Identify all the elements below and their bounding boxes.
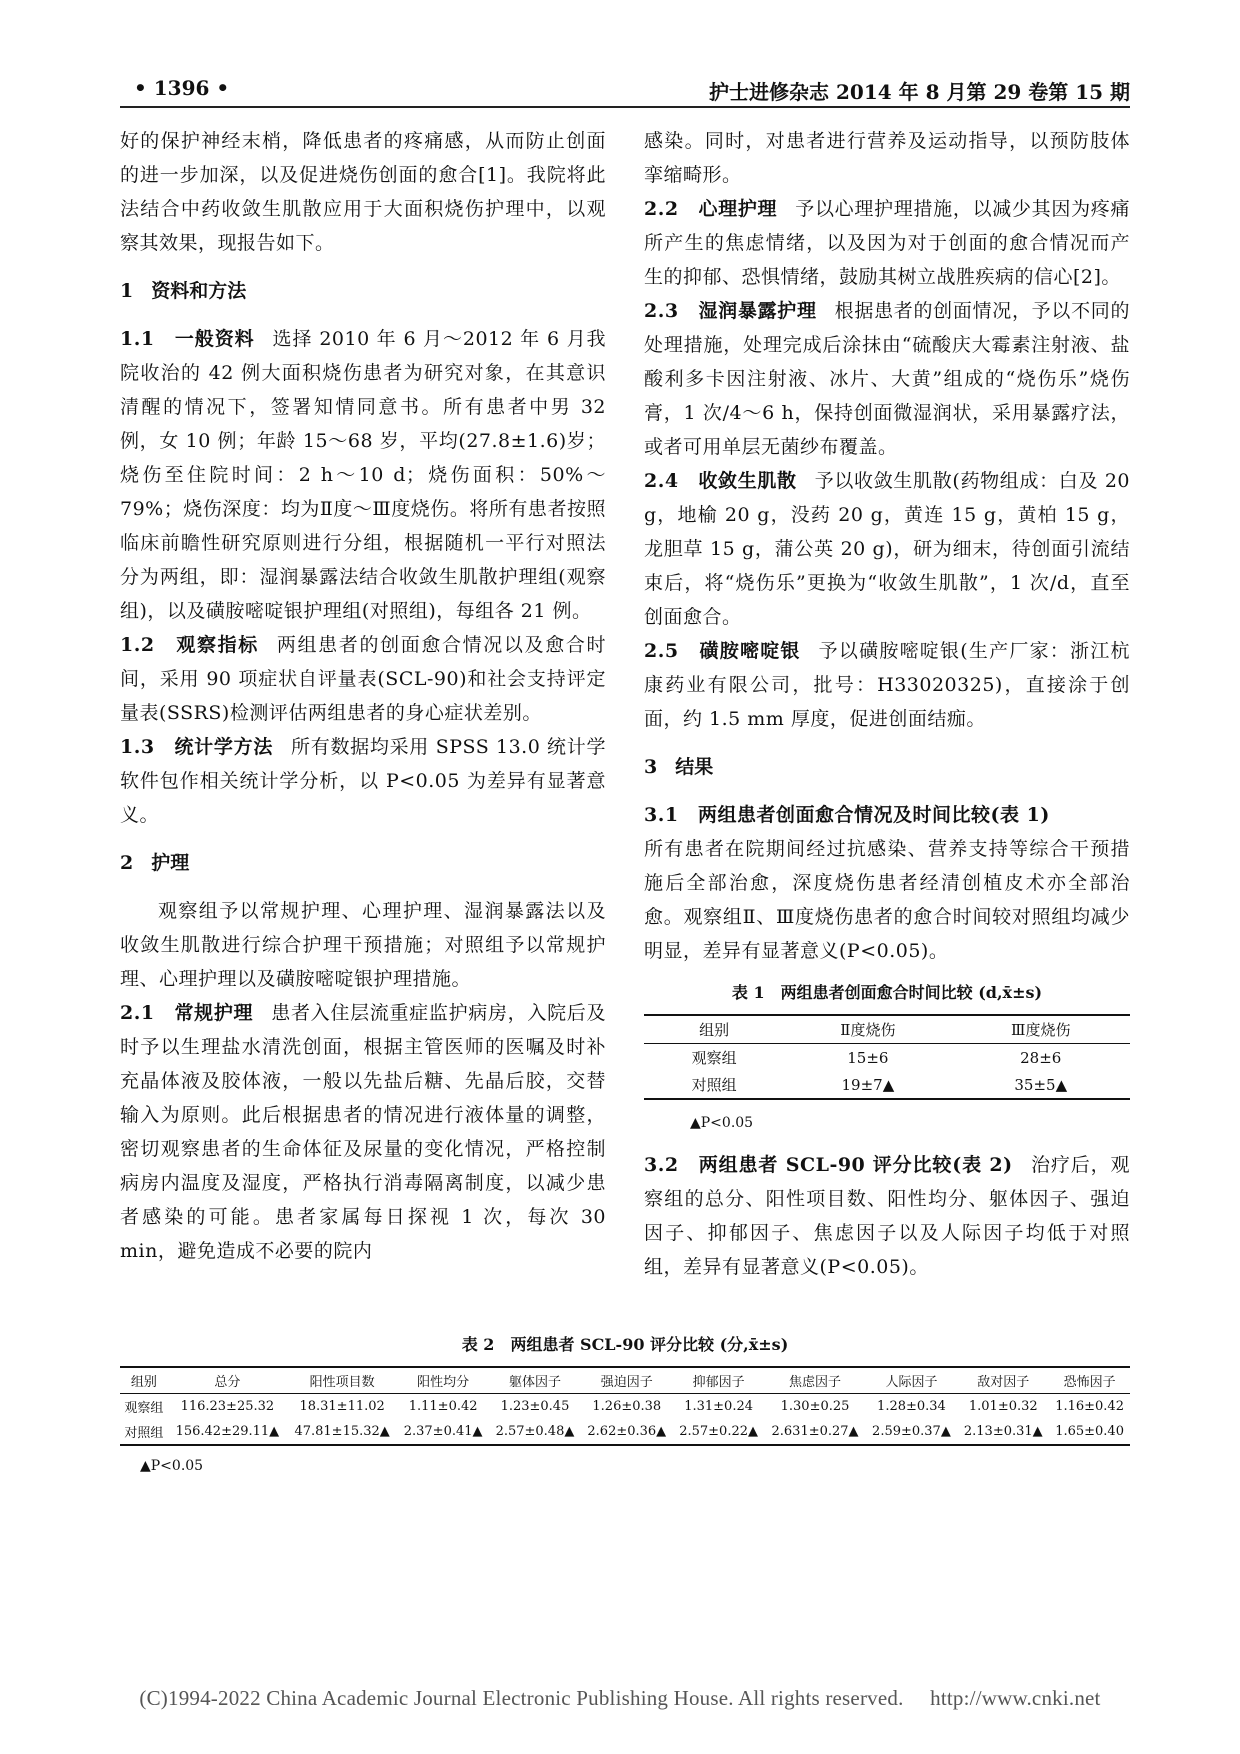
table-header-row [644, 1015, 1130, 1044]
paragraph-2-3 [644, 294, 1130, 464]
table-header-cell: 组别 [130, 1375, 157, 1390]
table-cell: 2.13±0.31▲ [963, 1424, 1043, 1439]
subsection-heading: 2.2 心理护理 [644, 198, 778, 220]
paragraph-continuation: 感染。同时，对患者进行营养及运动指导，以预防肢体挛缩畸形。 [644, 130, 1130, 186]
left-column [120, 124, 606, 1268]
table-cell: 1.65±0.40 [1055, 1424, 1124, 1439]
table-header-cell: 抑郁因子 [692, 1375, 745, 1390]
journal-title: 护士进修杂志 2014 年 8 月第 29 卷第 15 期 [709, 80, 1130, 104]
table-header-cell: 焦虑因子 [789, 1375, 842, 1390]
subsection-heading: 1.2 观察指标 [120, 634, 259, 656]
subsection-heading: 2.1 常规护理 [120, 1002, 254, 1024]
table-header-cell: 躯体因子 [508, 1375, 561, 1390]
table-row [120, 1394, 1130, 1420]
section-number: 2 [120, 852, 134, 874]
table-cell: 19±7▲ [841, 1075, 895, 1094]
paragraph-2-4 [644, 464, 1130, 634]
table-cell: 1.30±0.25 [780, 1399, 850, 1414]
table-cell: 对照组 [124, 1426, 164, 1441]
table-cell: 1.16±0.42 [1055, 1399, 1124, 1414]
table-cell: 1.31±0.24 [684, 1399, 754, 1414]
subsection-heading: 2.3 湿润暴露护理 [644, 300, 817, 322]
intro-paragraph: 好的保护神经末梢，降低患者的疼痛感，从而防止创面的进一步加深，以及促进烧伤创面的愈合[1]。我院将此法结合中药收敛生肌散应用于大面积烧伤护理中，以观察其效果，现报告如下。 [120, 130, 606, 254]
section-title: 结果 [675, 756, 714, 778]
table-header-cell: 恐怖因子 [1063, 1375, 1116, 1390]
table-header-cell: Ⅱ度烧伤 [840, 1021, 896, 1039]
table-cell: 15±6 [847, 1048, 889, 1067]
table-cell: 2.37±0.41▲ [403, 1424, 483, 1439]
paragraph-3-1: 所有患者在院期间经过抗感染、营养支持等综合干预措施后全部治愈，深度烧伤患者经清创植皮术亦全部治愈。观察组Ⅱ、Ⅲ度烧伤患者的愈合时间较对照组均减少明显，差异有显著意义(P<0.05)。 [644, 838, 1130, 962]
table-header-cell: 总分 [214, 1375, 241, 1390]
table-2-caption: 表 2 两组患者 SCL-90 评分比较 (分,x̄±s) [461, 1335, 789, 1354]
paragraph-text: 患者入住层流重症监护病房，入院后及时予以生理盐水清洗创面，根据主管医师的医嘱及时补充晶体液及胶体液，一般以先盐后糖、先晶后胶，交替输入为原则。此后根据患者的情况进行液体量的调整，密切观察患者的生命体征及尿量的变化情况，严格控制病房内温度及湿度，严格执行消毒隔离制度，以减少患者感染的可能。患者家属每日探视 1 次，每次 30 min，避免造成不必要的院内 [120, 1002, 606, 1262]
table-2 [120, 1366, 1130, 1446]
subsection-heading: 2.4 收敛生肌散 [644, 470, 797, 492]
copyright-footer: (C)1994-2022 China Academic Journal Electronic Publishing House. All rights reserved. http://www.cnki.net [139, 1686, 1101, 1710]
table-cell: 2.57±0.48▲ [495, 1424, 575, 1439]
paragraph-2-5 [644, 634, 1130, 736]
paragraph-text: 两组患者的创面愈合情况以及愈合时间，采用 90 项症状自评量表(SCL-90)和社会支持评定量表(SSRS)检测评估两组患者的身心症状差别。 [120, 634, 606, 724]
page-number: • 1396 • [134, 76, 230, 100]
subsection-heading: 2.5 磺胺嘧啶银 [644, 640, 801, 662]
table-cell: 对照组 [691, 1076, 737, 1094]
table-1-caption: 表 1 两组患者创面愈合时间比较 (d,x̄±s) [731, 983, 1043, 1002]
table-row [120, 1419, 1130, 1445]
table-2-note: ▲P<0.05 [140, 1458, 204, 1474]
table-2-block [120, 1320, 1130, 1474]
paragraph-text: 选择 2010 年 6 月～2012 年 6 月我院收治的 42 例大面积烧伤患者为研究对象，在其意识清醒的情况下，签署知情同意书。所有患者中男 32 例，女 10 例；年龄 15～68 岁，平均(27.8±1.6)岁；烧伤至住院时间：2 h～10 d；烧伤面积：50%～79%；烧伤深度：均为Ⅱ度～Ⅲ度烧伤。将所有患者按照临床前瞻性研究原则进行分组，根据随机一平行对照法分为两组，即：湿润暴露法结合收敛生肌散护理组(观察组)，以及磺胺嘧啶银护理组(对照组)，每组各 21 例。 [120, 328, 606, 622]
subsection-heading: 1.1 一般资料 [120, 328, 255, 350]
paragraph-text: 根据患者的创面情况，予以不同的处理措施，处理完成后涂抹由“硫酸庆大霉素注射液、盐酸利多卡因注射液、冰片、大黄”组成的“烧伤乐”烧伤膏，1 次/4～6 h，保持创面微湿润状，采用暴露疗法，或者可用单层无菌纱布覆盖。 [644, 300, 1130, 458]
paragraph-text: 治疗后，观察组的总分、阳性项目数、阳性均分、躯体因子、强迫因子、抑郁因子、焦虑因子以及人际因子均低于对照组，差异有显著意义(P<0.05)。 [644, 1154, 1130, 1278]
table-cell: 156.42±29.11▲ [175, 1424, 280, 1439]
section-number: 1 [120, 280, 134, 302]
table-header-cell: 组别 [699, 1021, 730, 1039]
table-cell: 35±5▲ [1014, 1075, 1068, 1094]
paragraph-3-1-heading [644, 798, 1130, 832]
table-cell: 1.28±0.34 [877, 1399, 946, 1414]
paragraph-1-2 [120, 628, 606, 730]
paragraph-1-3 [120, 730, 606, 832]
table-cell: 观察组 [124, 1401, 164, 1416]
table-header-cell: Ⅲ度烧伤 [1011, 1021, 1071, 1039]
right-column [644, 124, 1130, 1284]
table-1-note: ▲P<0.05 [690, 1115, 754, 1131]
table-header-cell: 人际因子 [885, 1375, 938, 1390]
table-cell: 2.62±0.36▲ [587, 1424, 667, 1439]
section-2-heading [120, 846, 606, 880]
table-cell: 2.631±0.27▲ [771, 1424, 859, 1439]
paragraph-text: 予以心理护理措施，以减少其因为疼痛所产生的焦虑情绪，以及因为对于创面的愈合情况而产生的抑郁、恐惧情绪，鼓励其树立战胜疾病的信心[2]。 [644, 198, 1130, 288]
table-cell: 1.26±0.38 [592, 1399, 662, 1414]
subsection-heading: 1.3 统计学方法 [120, 736, 274, 758]
table-cell: 2.57±0.22▲ [679, 1424, 758, 1439]
section-1-heading [120, 274, 606, 308]
table-header-cell: 敌对因子 [977, 1375, 1030, 1390]
paragraph-text: 予以磺胺嘧啶银(生产厂家：浙江杭康药业有限公司，批号：H33020325)，直接涂于创面，约 1.5 mm 厚度，促进创面结痂。 [644, 640, 1130, 730]
table-cell: 2.59±0.37▲ [872, 1424, 951, 1439]
table-cell: 观察组 [691, 1049, 737, 1067]
table-cell: 1.11±0.42 [408, 1399, 478, 1414]
table-cell: 1.01±0.32 [968, 1399, 1038, 1414]
table-cell: 18.31±11.02 [299, 1399, 385, 1414]
paragraph-2-1 [120, 996, 606, 1268]
table-cell: 116.23±25.32 [180, 1399, 275, 1414]
section-title: 护理 [151, 852, 190, 874]
section-3-heading [644, 750, 1130, 784]
table-header-cell: 阳性均分 [417, 1375, 470, 1390]
table-cell: 1.23±0.45 [500, 1399, 570, 1414]
paragraph-text: 所有数据均采用 SPSS 13.0 统计学软件包作相关统计学分析，以 P<0.05 为差异有显著意义。 [120, 736, 606, 826]
subsection-heading: 3.1 两组患者创面愈合情况及时间比较(表 1) [644, 804, 1050, 826]
subsection-heading: 3.2 两组患者 SCL-90 评分比较(表 2) [644, 1154, 1013, 1176]
table-cell: 28±6 [1020, 1048, 1062, 1067]
table-header-cell: 强迫因子 [600, 1375, 653, 1390]
running-header [120, 74, 1130, 108]
paragraph-2-2 [644, 192, 1130, 294]
paragraph-text: 予以收敛生肌散(药物组成：白及 20 g，地榆 20 g，没药 20 g，黄连 15 g，黄柏 15 g，龙胆草 15 g，蒲公英 20 g)，研为细末，待创面引流结束后，将“烧伤乐”更换为“收敛生肌散”，1 次/d，直至创面愈合。 [644, 470, 1130, 628]
paragraph-3-2 [644, 1148, 1130, 1284]
table-header-cell: 阳性项目数 [309, 1375, 375, 1390]
table-cell: 47.81±15.32▲ [294, 1424, 390, 1439]
table-row [644, 1071, 1130, 1099]
section-title: 资料和方法 [151, 280, 247, 302]
paragraph-1-1 [120, 322, 606, 628]
table-row [644, 1044, 1130, 1072]
section-number: 3 [644, 756, 658, 778]
paragraph-2-intro: 观察组予以常规护理、心理护理、湿润暴露法以及收敛生肌散进行综合护理干预措施；对照组予以常规护理、心理护理以及磺胺嘧啶银护理措施。 [120, 900, 606, 990]
table-header-row [120, 1367, 1130, 1394]
table-1 [644, 1014, 1130, 1100]
